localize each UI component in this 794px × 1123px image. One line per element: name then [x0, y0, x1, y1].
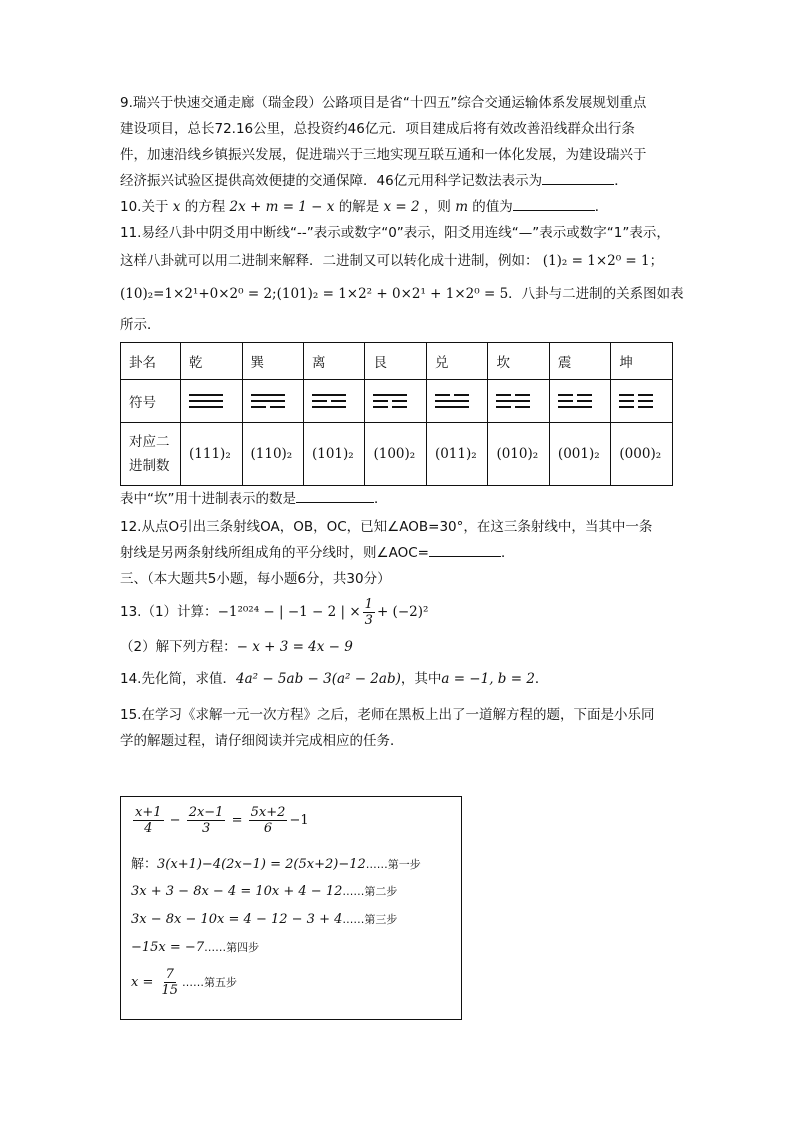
- answer-blank-q9[interactable]: [542, 170, 614, 185]
- table-row-binary: [121, 423, 673, 486]
- table-cell-binary: (101)₂: [303, 423, 364, 486]
- table-cell-name: 乾: [181, 343, 242, 380]
- q9-line-4-text: 经济振兴试验区提供高效便捷的交通保障．46亿元用科学记数法表示为: [120, 173, 543, 189]
- bagua-table: [120, 342, 673, 486]
- fraction-denominator: 6: [263, 821, 273, 836]
- trigram-xun-icon: [242, 380, 303, 423]
- step-5-tag: ……第五步: [182, 976, 238, 989]
- step-2-tag: ……第二步: [342, 885, 398, 898]
- q10-prefix: 10.关于: [120, 199, 169, 215]
- question-12: [120, 514, 680, 566]
- table-cell-binary: (010)₂: [488, 423, 549, 486]
- step-1-expr: 3(x+1)−4(2x−1) = 2(5x+2)−12: [157, 857, 366, 872]
- table-header-binary: [121, 423, 181, 486]
- answer-blank-q12[interactable]: [429, 542, 501, 557]
- binary-label-2: 进制数: [129, 458, 170, 474]
- step-4-tag: ……第四步: [204, 941, 260, 954]
- fraction-denominator: 3: [201, 821, 211, 836]
- table-row-names: [121, 343, 673, 380]
- answer-blank-q11[interactable]: [296, 488, 374, 503]
- trigram-li-icon: [303, 380, 364, 423]
- table-cell-binary: (011)₂: [426, 423, 487, 486]
- rhs-tail: −1: [289, 813, 309, 828]
- q12-end: ．: [500, 545, 515, 561]
- q10-mid-2: 的解是: [338, 199, 380, 215]
- fraction-numerator: 5x+2: [250, 805, 286, 820]
- q13-equation: − x + 3 = 4x − 9: [236, 639, 353, 655]
- q9-line-3: 件，加速沿线乡镇振兴发展，促进瑞兴于三地实现互联互通和一体化发展，为建设瑞兴于: [120, 147, 647, 163]
- q9-line-2: 建设项目，总长72.16公里，总投资约46亿元．项目建成后将有效改善沿线群众出行条: [120, 121, 635, 137]
- fraction-numerator: 7: [165, 967, 174, 982]
- q13-part-1: [120, 592, 680, 632]
- fraction-denominator: 3: [364, 612, 373, 628]
- q13-part-2: [120, 632, 680, 662]
- table-cell-binary: (110)₂: [242, 423, 303, 486]
- table-cell-name: 坎: [488, 343, 549, 380]
- q11-example-1: (1)₂ = 1×2⁰ = 1: [542, 253, 650, 269]
- q10-end: ．: [594, 199, 609, 215]
- step-5-lhs: x =: [131, 975, 154, 990]
- table-cell-binary: (000)₂: [611, 423, 673, 486]
- q11-line-3-end: ．八卦与二进制的关系图如表: [508, 286, 684, 302]
- table-cell-binary: (001)₂: [549, 423, 610, 486]
- q9-end: ．: [614, 173, 628, 189]
- section-3-title: 三、（本大题共5小题，每小题6分，共30分）: [120, 571, 391, 587]
- q13-expression-a: −1²⁰²⁴ − | −1 − 2 | ×: [217, 604, 361, 620]
- table-cell-name: 坤: [611, 343, 673, 380]
- step-2-expr: 3x + 3 − 8x − 4 = 10x + 4 − 12: [131, 884, 343, 899]
- q13-part-1-label: 13.（1）计算：: [120, 604, 218, 620]
- q12-line-1: 12.从点O引出三条射线OA，OB，OC，已知∠AOB=30°，在这三条射线中，当其中一条: [120, 519, 653, 535]
- q9-line-4: [120, 168, 680, 194]
- q12-line-2-text: 射线是另两条射线所组成角的平分线时，则∠AOC=: [120, 545, 429, 561]
- trigram-gen-icon: [365, 380, 426, 423]
- table-cell-name: 巽: [242, 343, 303, 380]
- solution-step-2: [131, 883, 397, 899]
- solution-step-5: [131, 967, 237, 998]
- document-page: [120, 90, 684, 754]
- question-11: [120, 220, 684, 512]
- q13-expression-b: + (−2)²: [376, 604, 429, 620]
- fraction-3: [249, 805, 288, 836]
- q10-mid-3: ，则: [423, 199, 451, 215]
- q11-line-3: [120, 276, 684, 312]
- solution-step-3: [131, 911, 397, 927]
- q14-label: 14.先化简，求值．: [120, 671, 236, 687]
- trigram-kun-icon: [611, 380, 673, 423]
- table-cell-name: 艮: [365, 343, 426, 380]
- q12-line-2: [120, 540, 680, 566]
- binary-label-1: 对应二: [129, 434, 170, 450]
- trigram-kan-icon: [488, 380, 549, 423]
- fraction-2: [187, 805, 226, 836]
- solution-equation: $\frac{x+1}{4}$ − $\frac{2x-1}{3}$ = $\frac{5x+2}{6}$ −1: [135, 805, 309, 836]
- q10-variable-m: m: [455, 199, 468, 215]
- q15-line-2: 学的解题过程，请仔细阅读并完成相应的任务．: [120, 733, 404, 749]
- table-cell-binary: (111)₂: [181, 423, 242, 486]
- table-cell-name: 离: [303, 343, 364, 380]
- table-cell-name: 震: [549, 343, 610, 380]
- table-cell-binary: (100)₂: [365, 423, 426, 486]
- q11-example-1-end: ；: [649, 253, 664, 269]
- q11-line-2-text: 这样八卦就可以用二进制来解释．二进制又可以转化成十进制，例如：: [120, 253, 539, 269]
- fraction-1: [133, 805, 164, 836]
- q14-mid: ，其中: [400, 671, 442, 687]
- fraction-denominator: 15: [161, 983, 179, 998]
- answer-blank-q10[interactable]: [513, 196, 595, 211]
- q10-variable-x: x: [172, 199, 181, 215]
- q15-line-1: 15.在学习《求解一元一次方程》之后，老师在黑板上出了一道解方程的题，下面是小乐同: [120, 707, 655, 723]
- step-4-expr: −15x = −7: [131, 940, 205, 955]
- question-13: [120, 592, 680, 662]
- solution-step-4: [131, 939, 259, 955]
- fraction-numerator: 1: [364, 596, 373, 612]
- table-header-symbol: 符号: [121, 380, 181, 423]
- step-5-fraction: [160, 967, 181, 998]
- q11-example-2: (10)₂=1×2¹+0×2⁰ = 2;(101)₂ = 1×2² + 0×2¹ + 1×2⁰ = 5: [120, 286, 509, 302]
- q14-end: ．: [534, 671, 549, 687]
- solution-box: [120, 796, 462, 1020]
- fraction-numerator: x+1: [135, 805, 162, 820]
- q14-expression: 4a² − 5ab − 3(a² − 2ab): [235, 671, 401, 687]
- q10-mid-1: 的方程: [184, 199, 226, 215]
- q13-part-2-label: （2）解下列方程：: [120, 639, 237, 655]
- step-1-tag: ……第一步: [365, 858, 421, 871]
- q11-after: [120, 486, 680, 512]
- q11-after-text: 表中“坎”用十进制表示的数是: [120, 491, 296, 507]
- q11-line-4: 所示．: [120, 317, 161, 333]
- q11-after-end: ．: [374, 491, 388, 507]
- q10-mid-4: 的值为: [472, 199, 513, 215]
- question-9: [120, 90, 680, 194]
- q9-line-1: 9.瑞兴于快速交通走廊（瑞金段）公路项目是省“十四五”综合交通运输体系发展规划重点: [120, 95, 647, 111]
- q10-equation: 2x + m = 1 − x: [229, 199, 335, 215]
- fraction-denominator: 4: [144, 821, 153, 836]
- step-1-label: 解：: [131, 857, 158, 872]
- q11-line-2: [120, 246, 680, 276]
- question-14: [120, 662, 680, 696]
- q14-condition: a = −1, b = 2: [441, 671, 535, 687]
- step-3-expr: 3x − 8x − 10x = 4 − 12 − 3 + 4: [131, 912, 343, 927]
- solution-step-1: [131, 853, 421, 872]
- question-15: [120, 702, 680, 754]
- table-row-symbols: [121, 380, 673, 423]
- trigram-dui-icon: [426, 380, 487, 423]
- table-header-name: 卦名: [121, 343, 181, 380]
- q10-solution: x = 2: [383, 199, 420, 215]
- step-3-tag: ……第三步: [342, 913, 398, 926]
- trigram-qian-icon: [181, 380, 242, 423]
- q11-line-1: 11.易经八卦中阴爻用中断线“--”表示或数字“0”表示，阳爻用连线“—”表示或数字“1”表示，: [120, 225, 670, 241]
- trigram-zhen-icon: [549, 380, 610, 423]
- table-cell-name: 兑: [426, 343, 487, 380]
- fraction-numerator: 2x−1: [188, 805, 224, 820]
- question-10: [120, 194, 680, 220]
- q13-fraction: [363, 597, 375, 628]
